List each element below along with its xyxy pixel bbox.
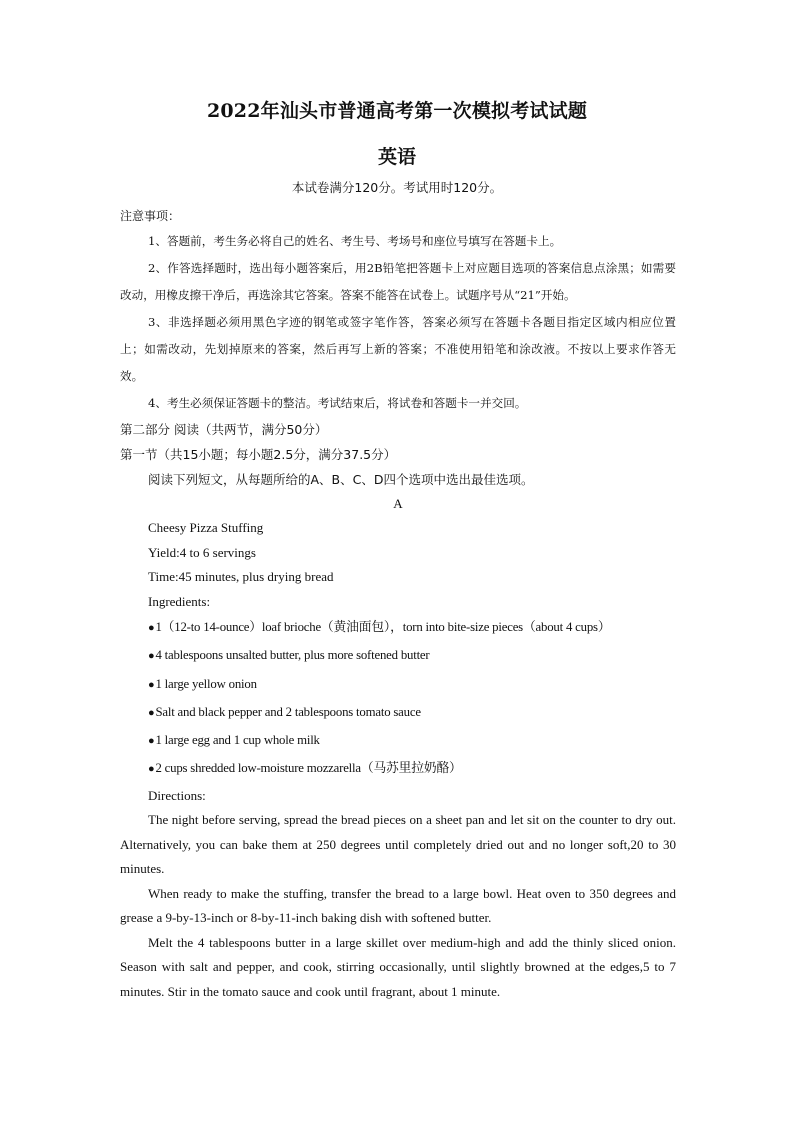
bullet-icon: ●: [148, 622, 155, 634]
ingredient-text: 2 cups shredded low-moisture mozzarella（马苏里拉奶酪）: [155, 761, 462, 776]
bullet-icon: ●: [148, 763, 155, 776]
recipe-yield: Yield:4 to 6 servings: [148, 544, 256, 560]
main-content: [120, 205, 676, 1004]
ingredient-text: 1 large yellow onion: [155, 676, 257, 691]
ingredient-text: 1（12-to 14-ounce）loaf brioche（黄油面包），torn into bite-size pieces（about 4 cups）: [155, 620, 611, 634]
notice-item-1: 1、答题前，考生务必将自己的姓名、考生号、考场号和座位号填写在答题卡上。: [148, 234, 562, 248]
bullet-icon: ●: [148, 678, 155, 691]
bullet-icon: ●: [148, 735, 155, 748]
part-title: 第二部分 阅读（共两节，满分50分）: [120, 422, 328, 437]
ingredient-item: [120, 642, 676, 670]
ingredient-item: [120, 699, 676, 727]
section-title: 第一节（共15小题；每小题2.5分，满分37.5分）: [120, 447, 397, 462]
directions-label: Directions:: [148, 787, 206, 803]
ingredient-text: 1 large egg and 1 cup whole milk: [155, 733, 320, 748]
bullet-icon: ●: [148, 706, 155, 719]
passage-label: A: [393, 496, 403, 511]
ingredients-label: Ingredients:: [148, 593, 211, 609]
ingredient-item: [120, 671, 676, 699]
ingredient-item: [120, 755, 676, 783]
subject-title: 英语: [377, 146, 416, 168]
notice-heading: 注意事项：: [120, 209, 181, 223]
exam-title: 2022年汕头市普通高考第一次模拟考试试题: [206, 100, 588, 122]
ingredient-item: [120, 614, 676, 642]
notice-item-4: 4、考生必须保证答题卡的整洁。考试结束后，将试卷和答题卡一并交回。: [148, 396, 527, 410]
recipe-time: Time:45 minutes, plus drying bread: [148, 569, 334, 584]
exam-info: 本试卷满分120分。考试用时120分。: [291, 180, 503, 195]
recipe-title: Cheesy Pizza Stuffing: [148, 520, 264, 535]
ingredient-text: 4 tablespoons unsalted butter, plus more softened butter: [155, 648, 430, 663]
direction-paragraph-3: Melt the 4 tablespoons butter in a large skillet over medium-high and add the thinly sliced onion. Season with salt and pepper, and cook, stirring occasionally, until slightly browned at the edges,5 to 7 minutes. Stir in the tomato sauce and cook until fragrant, about 1 minute.: [120, 934, 676, 999]
reading-instruction: 阅读下列短文，从每题所给的A、B、C、D四个选项中选出最佳选项。: [148, 472, 534, 487]
ingredient-item: [120, 727, 676, 755]
bullet-icon: ●: [148, 650, 155, 663]
notice-item-2: 2、作答选择题时，选出每小题答案后，用2B铅笔把答题卡上对应题目选项的答案信息点涂黑；如需要改动，用橡皮擦干净后，再选涂其它答案。答案不能答在试卷上。试题序号从“21”开始。: [120, 261, 676, 302]
direction-paragraph-2: When ready to make the stuffing, transfer the bread to a large bowl. Heat oven to 350 degrees and grease a 9-by-13-inch or 8-by-11-inch baking dish with softened butter.: [120, 885, 676, 926]
notice-item-3: 3、非选择题必须用黑色字迹的钢笔或签字笔作答，答案必须写在答题卡各题目指定区域内相应位置上；如需改动，先划掉原来的答案，然后再写上新的答案；不准使用铅笔和涂改液。不按以上要求作答无效。: [120, 315, 676, 383]
ingredient-text: Salt and black pepper and 2 tablespoons tomato sauce: [155, 704, 421, 719]
direction-paragraph-1: The night before serving, spread the bread pieces on a sheet pan and let sit on the counter to dry out. Alternatively, you can bake them at 250 degrees until completely dried out and no longer soft,20 to 30 minutes.: [120, 812, 676, 877]
